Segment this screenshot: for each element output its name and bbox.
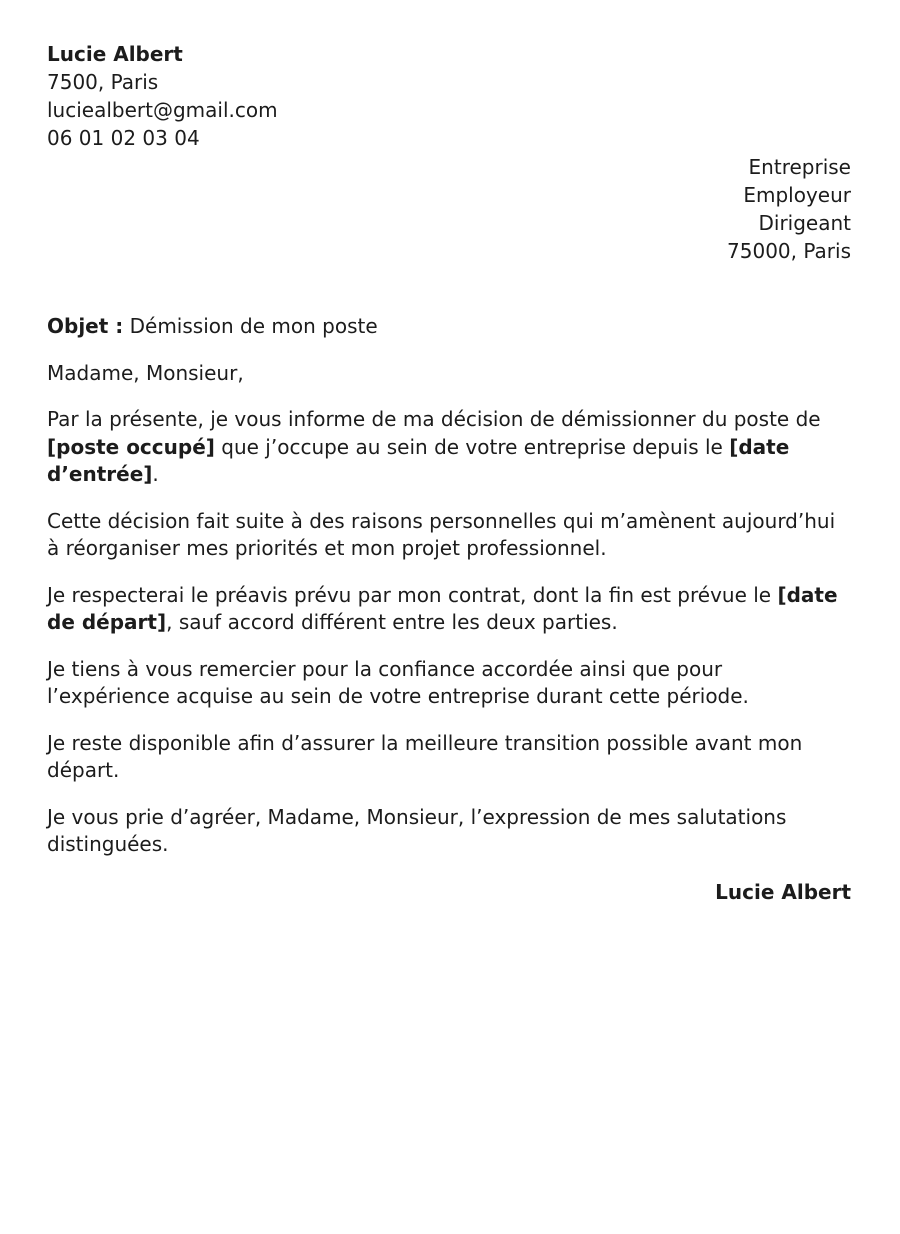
paragraph-text: Par la présente, je vous informe de ma décision de démissionner du poste de bbox=[47, 407, 821, 431]
placeholder-start-date: [date d’entrée] bbox=[47, 434, 790, 486]
paragraph-resignation bbox=[47, 406, 851, 489]
paragraph-text: que j’occupe au sein de votre entreprise depuis le bbox=[214, 434, 730, 459]
paragraph-availability: Je reste disponible afin d’assurer la meilleure transition possible avant mon départ. bbox=[47, 730, 803, 782]
paragraph-closing: Je vous prie d’agréer, Madame, Monsieur, l’expression de mes salutations distinguées. bbox=[47, 804, 787, 856]
greeting: Madame, Monsieur, bbox=[47, 361, 244, 385]
paragraph-text: Je respecterai le préavis prévu par mon contrat, dont la fin est prévue le bbox=[47, 582, 778, 607]
recipient-block bbox=[47, 153, 851, 265]
paragraph-reasons: Cette décision fait suite à des raisons personnelles qui m’amènent aujourd’hui à réorganiser mes priorités et mon projet professionnel. bbox=[47, 508, 836, 560]
paragraph-notice bbox=[47, 582, 851, 637]
recipient-company: Entreprise bbox=[748, 155, 851, 179]
sender-name: Lucie Albert bbox=[47, 42, 183, 66]
subject-label: Objet : bbox=[47, 314, 124, 338]
sender-phone: 06 01 02 03 04 bbox=[47, 126, 200, 150]
paragraph-thanks: Je tiens à vous remercier pour la confiance accordée ainsi que pour l’expérience acquise au sein de votre entreprise durant cette période. bbox=[47, 656, 749, 708]
sender-city: 7500, Paris bbox=[47, 70, 159, 94]
recipient-city: 75000, Paris bbox=[727, 239, 851, 263]
paragraph-text: . bbox=[152, 462, 159, 486]
sender-block bbox=[47, 40, 851, 152]
subject-text: Démission de mon poste bbox=[123, 314, 378, 338]
recipient-employer: Employeur bbox=[743, 183, 851, 207]
placeholder-position: [poste occupé] bbox=[47, 434, 215, 459]
paragraph-text: , sauf accord différent entre les deux parties. bbox=[166, 610, 618, 634]
signature: Lucie Albert bbox=[715, 879, 851, 904]
subject-line bbox=[47, 312, 851, 340]
placeholder-end-date: [date de départ] bbox=[47, 582, 838, 634]
recipient-director: Dirigeant bbox=[758, 211, 851, 235]
sender-email: luciealbert@gmail.com bbox=[47, 98, 278, 122]
